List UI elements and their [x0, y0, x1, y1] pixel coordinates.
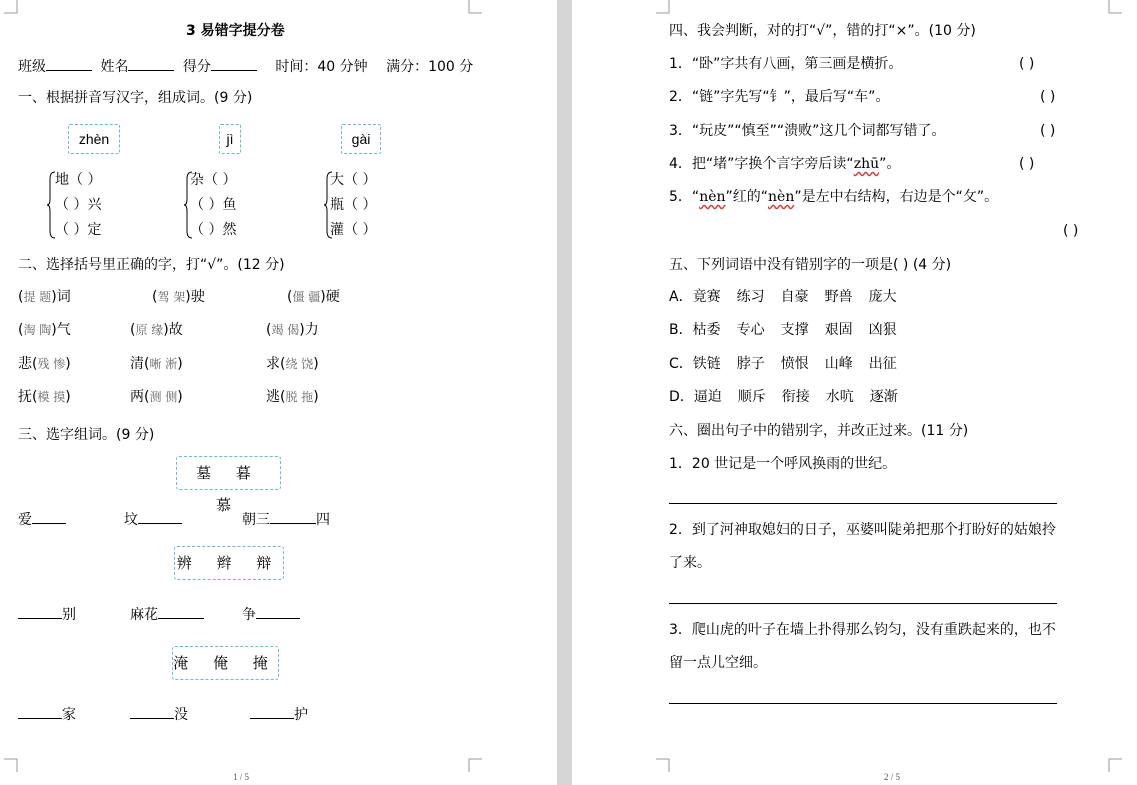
- choice-post: ): [177, 389, 183, 405]
- sentence-2-line-2[interactable]: 了来。: [669, 555, 711, 571]
- choice-post: ): [177, 356, 183, 372]
- choice-post: ): [313, 389, 319, 405]
- choice-post: )驶: [185, 289, 205, 305]
- crop-mark-top-right: [1108, 0, 1122, 14]
- choice-pre: (: [152, 289, 158, 305]
- choice-item[interactable]: [266, 321, 319, 339]
- crop-mark-top-left: [656, 0, 670, 14]
- choice-item[interactable]: [18, 288, 71, 306]
- choice-post: )力: [299, 322, 319, 338]
- gai-word-3[interactable]: 灌（ ）: [330, 222, 377, 238]
- section-5-heading: 五、下列词语中没有错别字的一项是( ) (4 分): [669, 257, 952, 273]
- sentence-1[interactable]: 1．20 世记是一个呼风换雨的世纪。: [669, 456, 897, 472]
- judge-item-1: [669, 55, 902, 73]
- item-number: 2．: [669, 89, 692, 105]
- crop-mark-bottom-right: [468, 758, 482, 772]
- option-word: 专心: [736, 322, 765, 338]
- judge-item-2: [669, 88, 889, 106]
- choice-options[interactable]: 提 题: [23, 290, 52, 304]
- char-box-mu: 墓 暮 慕: [176, 456, 281, 490]
- page-2: [572, 0, 1137, 785]
- crop-mark-top-right: [468, 0, 482, 14]
- choice-item[interactable]: [18, 388, 71, 406]
- time-label: 时间：40 分钟: [275, 59, 368, 75]
- name-blank[interactable]: [128, 56, 174, 71]
- page-number: 2 / 5: [884, 772, 901, 782]
- page-gutter: [557, 0, 572, 785]
- choice-pre: 清(: [130, 356, 150, 372]
- fill-item: [242, 604, 300, 624]
- ji-word-1[interactable]: 杂（ ）: [190, 172, 237, 188]
- fill-blank[interactable]: [130, 704, 174, 719]
- choice-post: )气: [51, 322, 71, 338]
- fill-item: [242, 509, 330, 529]
- choice-options[interactable]: 测 侧: [149, 390, 178, 404]
- option-word: 自豪: [780, 289, 809, 305]
- option-c[interactable]: [669, 355, 897, 373]
- item-text: ”。: [879, 156, 901, 172]
- choice-item[interactable]: [130, 388, 183, 406]
- sentence-2-line-1[interactable]: 2．到了河神取媳妇的日子，巫婆叫陡弟把那个打盼好的姑娘拎: [669, 522, 1056, 538]
- choice-pre: (: [18, 322, 24, 338]
- option-word: 艰固: [824, 322, 853, 338]
- judge-item-5: [669, 188, 998, 206]
- item-text: “卧”字共有八画，第三画是横折。: [691, 56, 903, 72]
- item-text: “玩皮”“慎至”“溃败”这几个词都写错了。: [691, 123, 946, 139]
- judge-paren-4[interactable]: ( ): [1019, 156, 1035, 172]
- crop-mark-bottom-left: [656, 758, 670, 772]
- fill-word: 别: [62, 607, 76, 623]
- fill-item: [124, 509, 182, 529]
- item-number: 4．: [669, 156, 692, 172]
- choice-options[interactable]: 竭 偈: [271, 323, 300, 337]
- pinyin-box-gai: gài: [341, 124, 381, 154]
- choice-pre: (: [287, 289, 293, 305]
- name-label: 姓名: [100, 59, 129, 75]
- choice-item[interactable]: [287, 288, 340, 306]
- choice-options[interactable]: 僵 疆: [292, 290, 321, 304]
- fill-word: 麻花: [130, 607, 158, 623]
- judge-item-3: [669, 122, 945, 140]
- section-3-heading: 三、选字组词。(9 分): [18, 427, 155, 443]
- option-word: 铁链: [692, 356, 721, 372]
- page-1: [0, 0, 557, 785]
- answer-line-1[interactable]: [669, 503, 1057, 504]
- item-number: 3．: [669, 123, 692, 139]
- judge-item-4: [669, 155, 900, 173]
- option-word: 竟赛: [692, 289, 721, 305]
- fill-blank[interactable]: [256, 604, 300, 619]
- pinyin-box-zhen: zhèn: [68, 124, 120, 154]
- choice-item[interactable]: [130, 321, 183, 339]
- option-word: 逐渐: [869, 389, 898, 405]
- crop-mark-bottom-right: [1108, 758, 1122, 772]
- choice-item[interactable]: [266, 388, 319, 406]
- choice-pre: (: [266, 322, 272, 338]
- option-word: 支撑: [780, 322, 809, 338]
- choice-post: )词: [51, 289, 71, 305]
- fill-word: 争: [242, 607, 256, 623]
- choice-options[interactable]: 绕 饶: [285, 357, 314, 371]
- choice-options[interactable]: 残 惨: [37, 357, 66, 371]
- fill-item: [250, 704, 308, 724]
- char-box-yan: 淹 俺 掩: [172, 646, 279, 680]
- option-word: 庞大: [868, 289, 897, 305]
- choice-pre: 悲(: [18, 356, 38, 372]
- pinyin-nen: nèn: [699, 189, 726, 205]
- option-a[interactable]: [669, 288, 897, 306]
- full-score-label: 满分：100 分: [386, 59, 474, 75]
- choice-pre: 抚(: [18, 389, 38, 405]
- ji-word-2[interactable]: （ ）鱼: [190, 197, 237, 213]
- choice-options[interactable]: 模 摸: [37, 390, 66, 404]
- option-label: A．: [669, 289, 693, 305]
- choice-post: )故: [163, 322, 183, 338]
- option-word: 衔接: [781, 389, 810, 405]
- fill-item: [18, 509, 66, 529]
- choice-options[interactable]: 晰 淅: [149, 357, 178, 371]
- fill-word: 护: [294, 707, 308, 723]
- option-word: 山峰: [824, 356, 853, 372]
- choice-item[interactable]: [18, 321, 71, 339]
- ji-word-3[interactable]: （ ）然: [190, 222, 237, 238]
- answer-line-3[interactable]: [669, 703, 1057, 704]
- judge-paren-5[interactable]: ( ): [1063, 223, 1079, 239]
- pinyin-box-ji: jì: [219, 124, 241, 154]
- fill-item: [130, 604, 204, 624]
- option-word: 凶狠: [868, 322, 897, 338]
- fill-word: 没: [174, 707, 188, 723]
- item-text: “链”字先写“钅”，最后写“车”。: [691, 89, 890, 105]
- sentence-3-line-1[interactable]: 3．爬山虎的叶子在墙上扑得那么钧匀，没有重跌起来的，也不: [669, 622, 1056, 638]
- page-title: 3 易错字提分卷: [186, 23, 285, 39]
- option-word: 逼迫: [693, 389, 722, 405]
- choice-options[interactable]: 脱 拖: [285, 390, 314, 404]
- item-text: 把“堵”字换个言字旁后读“: [691, 156, 854, 172]
- fill-blank[interactable]: [250, 704, 294, 719]
- fill-word: 坟: [124, 512, 138, 528]
- pinyin-nen: nèn: [768, 189, 795, 205]
- sentence-3-line-2[interactable]: 留一点儿空细。: [669, 655, 767, 671]
- option-word: 出征: [868, 356, 897, 372]
- fill-word: 朝三: [242, 512, 270, 528]
- choice-post: )硬: [320, 289, 340, 305]
- zhen-word-3[interactable]: （ ）定: [55, 222, 102, 238]
- section-2-heading: 二、选择括号里正确的字，打“√”。(12 分): [18, 257, 285, 273]
- fill-blank[interactable]: [18, 704, 62, 719]
- option-word: 练习: [736, 289, 765, 305]
- fill-word: 家: [62, 707, 76, 723]
- choice-item[interactable]: [130, 355, 183, 373]
- option-d[interactable]: [669, 388, 898, 406]
- section-1-heading: 一、根据拼音写汉字，组成词。(9 分): [18, 90, 253, 106]
- option-word: 水吭: [825, 389, 854, 405]
- choice-options[interactable]: 驾 架: [157, 290, 186, 304]
- fill-word: 四: [316, 512, 330, 528]
- fill-blank[interactable]: [270, 509, 316, 524]
- zhen-word-2[interactable]: （ ）兴: [55, 197, 102, 213]
- choice-pre: (: [18, 289, 24, 305]
- gai-word-2[interactable]: 瓶（ ）: [330, 197, 377, 213]
- page-number: 1 / 5: [233, 772, 250, 782]
- fill-word: 爱: [18, 512, 32, 528]
- crop-mark-bottom-left: [4, 758, 18, 772]
- choice-post: ): [65, 389, 71, 405]
- option-word: 野兽: [824, 289, 853, 305]
- fill-item: [18, 604, 76, 624]
- char-box-bian: 辨 辫 辩: [174, 546, 284, 580]
- class-label: 班级: [18, 59, 46, 75]
- item-text: ”是左中右结构，右边是个“攵”。: [794, 189, 999, 205]
- fill-blank[interactable]: [18, 604, 62, 619]
- fill-item: [18, 704, 76, 724]
- choice-item[interactable]: [152, 288, 205, 306]
- fill-item: [130, 704, 188, 724]
- choice-item[interactable]: [266, 355, 319, 373]
- item-text: ”红的“: [725, 189, 769, 205]
- item-text: “: [691, 189, 700, 205]
- crop-mark-top-left: [4, 0, 18, 14]
- fill-blank[interactable]: [138, 509, 182, 524]
- option-label: C．: [669, 356, 693, 372]
- fill-blank[interactable]: [158, 604, 204, 619]
- choice-pre: (: [130, 322, 136, 338]
- option-word: 枯委: [692, 322, 721, 338]
- choice-pre: 求(: [266, 356, 286, 372]
- score-blank[interactable]: [211, 56, 257, 71]
- choice-pre: 逃(: [266, 389, 286, 405]
- judge-paren-3[interactable]: ( ): [1040, 123, 1056, 139]
- choice-post: ): [313, 356, 319, 372]
- answer-line-2[interactable]: [669, 603, 1057, 604]
- choice-options[interactable]: 原 缘: [135, 323, 164, 337]
- option-label: B．: [669, 322, 693, 338]
- choice-item[interactable]: [18, 355, 71, 373]
- option-label: D．: [669, 389, 694, 405]
- option-word: 顺斥: [737, 389, 766, 405]
- option-word: 脖子: [736, 356, 765, 372]
- class-blank[interactable]: [46, 56, 92, 71]
- pinyin-zhu: zhū: [853, 156, 880, 172]
- choice-options[interactable]: 淘 陶: [23, 323, 52, 337]
- choice-post: ): [65, 356, 71, 372]
- score-label: 得分: [182, 59, 211, 75]
- option-b[interactable]: [669, 321, 897, 339]
- section-6-heading: 六、圈出句子中的错别字，并改正过来。(11 分): [669, 423, 969, 439]
- option-word: 愤恨: [780, 356, 809, 372]
- info-line: [18, 56, 473, 76]
- section-4-heading: 四、我会判断，对的打“√”，错的打“×”。(10 分): [669, 23, 976, 39]
- item-number: 1．: [669, 56, 692, 72]
- judge-paren-1[interactable]: ( ): [1019, 56, 1035, 72]
- item-number: 5．: [669, 189, 692, 205]
- judge-paren-2[interactable]: ( ): [1040, 89, 1056, 105]
- gai-word-1[interactable]: 大（ ）: [330, 172, 377, 188]
- choice-pre: 两(: [130, 389, 150, 405]
- zhen-word-1[interactable]: 地（ ）: [55, 172, 102, 188]
- fill-blank[interactable]: [32, 509, 66, 524]
